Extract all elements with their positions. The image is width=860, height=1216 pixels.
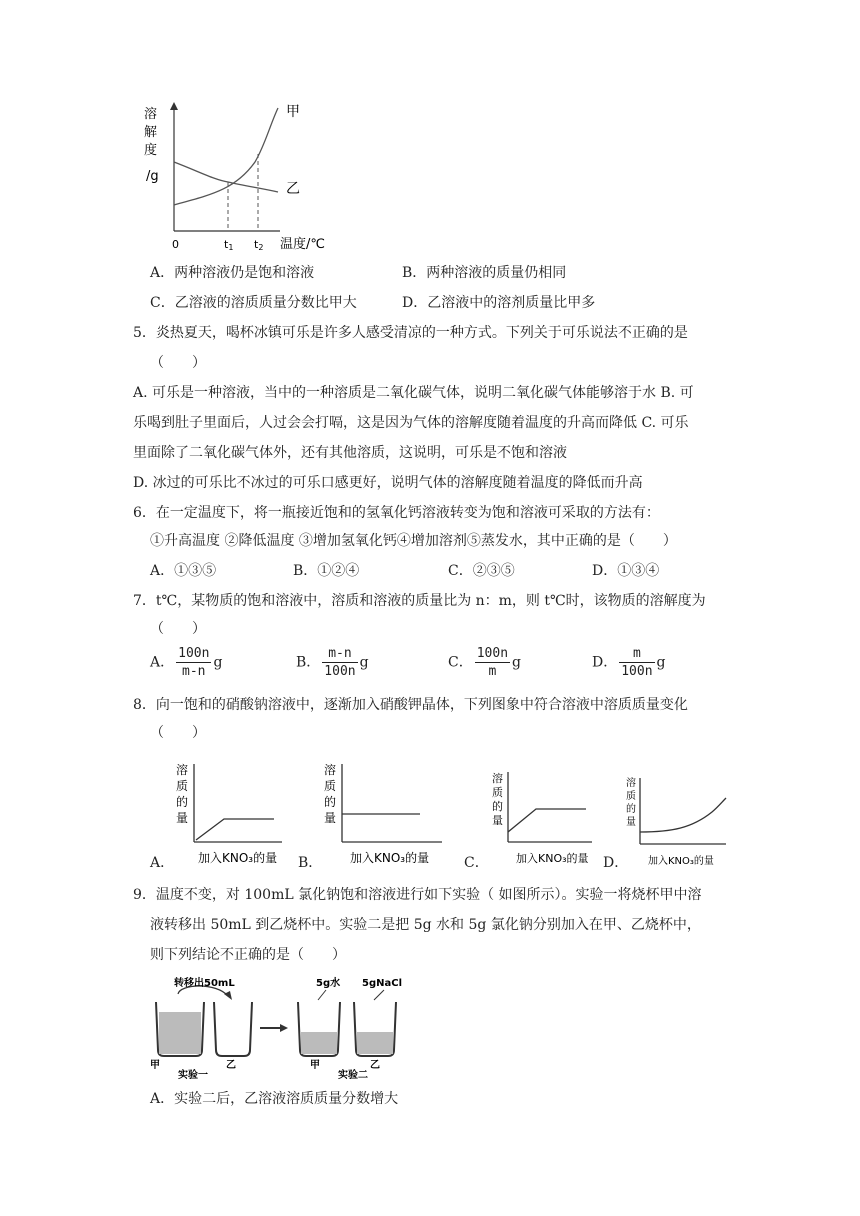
q7-c-fraction [475,645,510,680]
q8-paren: （ ） [150,725,206,741]
water-label: 5g水 [316,978,341,989]
q7-stem: 7．t℃，某物质的饱和溶液中，溶质和溶液的质量比为 n：m，则 t℃时，该物质的溶解度为 [133,593,706,609]
q5-paren: （ ） [150,355,206,371]
q7-d-label: D． [592,654,618,671]
q8-b-ylabel-2: 质 [324,779,337,793]
q8-c-curve [508,809,586,832]
q7-b-fraction [322,645,357,680]
q5-line4: D. 冰过的可乐比不冰过的可乐口感更好，说明气体的溶解度随着温度的降低而升高 [133,475,643,491]
q5-stem: 5．炎热夏天，喝杯冰镇可乐是许多人感受清凉的一种方式。下列关于可乐说法不正确的是 [133,325,688,341]
experiment-arrowhead [280,1024,288,1032]
q4-option-d: D．乙溶液中的溶剂质量比甲多 [402,295,596,311]
solution-yi-2 [357,1032,393,1054]
graph-xlabel: 温度/℃ [280,237,325,252]
nacl-label: 5gNaCl [362,978,402,989]
beaker-yi-1 [214,1002,252,1056]
q4-option-c: C．乙溶液的溶质质量分数比甲大 [150,295,357,311]
q8-c-ylabel-3: 的 [492,800,503,813]
q7-b-label: B． [296,654,321,671]
q8-a-ylabel-2: 质 [176,779,189,793]
q8-a-ylabel-4: 量 [176,811,189,825]
q8-graph-c [488,768,598,870]
q7-d-numerator: m [619,645,654,663]
q9-beaker-figure [148,972,418,1082]
nacl-pointer [374,990,384,1000]
q7-c-denominator: m [488,664,497,679]
exp1-label: 实验一 [178,1070,208,1081]
q5-line1: A. 可乐是一种溶液，当中的一种溶质是二氧化碳气体，说明二氧化碳气体能够溶于水 B. 可 [133,385,694,401]
q4-option-a: A．两种溶液仍是饱和溶液 [150,265,315,281]
q9-stem: 9．温度不变，对 100mL 氯化钠饱和溶液进行如下实验（ 如图所示）。实验一将烧杯甲中溶 [133,887,702,903]
q8-option-c: C． [464,855,489,871]
q8-b-ylabel-3: 的 [324,795,337,809]
graph-ylabel-4: /g [146,169,159,184]
graph-y-arrow [170,102,178,110]
q7-d-unit: g [656,654,666,671]
q8-c-ylabel-4: 量 [492,814,503,827]
q8-b-ylabel-1: 溶 [324,763,337,777]
graph-t2: t2 [254,238,264,252]
q8-a-xlabel: 加入KNO₃的量 [198,851,278,865]
transfer-arrowhead [224,991,232,1000]
q6-methods: ①升高温度 ②降低温度 ③增加氢氧化钙④增加溶剂⑤蒸发水，其中正确的是（ ） [150,533,677,549]
graph-ylabel-2: 解 [144,125,158,140]
q6-stem: 6．在一定温度下，将一瓶接近饱和的氢氧化钙溶液转变为饱和溶液可采取的方法有： [133,505,660,521]
q8-option-b: B． [298,855,323,871]
q8-a-ylabel-1: 溶 [176,763,189,777]
q7-b-unit: g [359,654,369,671]
q8-d-ylabel-3: 的 [626,804,636,815]
exp2-label: 实验二 [338,1070,368,1081]
q7-d-fraction [619,645,654,680]
q7-c-numerator: 100n [476,646,509,661]
q7-option-a [150,645,222,680]
q7-b-numerator: m-n [322,645,357,663]
q7-option-b [296,645,369,680]
q8-d-curve [640,798,726,832]
graph-t1: t1 [224,238,234,252]
q7-a-denominator: m-n [182,664,206,679]
q7-a-numerator: 100n [178,646,210,661]
q8-d-ylabel-2: 质 [626,791,636,802]
q9-line2: 液转移出 50mL 到乙烧杯中。实验二是把 5g 水和 5g 氯化钠分别加入在甲、乙烧杯中， [150,917,701,933]
q5-line3: 里面除了二氧化碳气体外，还有其他溶质，这说明，可乐是不饱和溶液 [133,445,567,461]
curve-yi-label: 乙 [286,181,300,197]
q7-a-fraction [176,645,211,680]
q7-a-unit: g [213,654,223,671]
beaker-yi-2-label: 乙 [370,1060,380,1071]
graph-origin: 0 [172,238,179,251]
q8-a-ylabel-3: 的 [176,795,189,809]
q5-line2: 乐喝到肚子里面后，人过会会打嗝，这是因为气体的溶解度随着温度的升高而降低 C. 可乐 [133,415,689,431]
q8-d-xlabel: 加入KNO₃的量 [648,856,714,867]
q8-graph-d [622,774,732,870]
q8-b-ylabel-4: 量 [324,811,337,825]
q8-graph-b [320,760,450,870]
q6-option-b: B．①②④ [293,563,360,579]
beaker-jia-2-label: 甲 [310,1060,320,1071]
q9-line3: 则下列结论不正确的是（ ） [150,947,346,963]
q7-b-denominator: 100n [324,664,356,679]
graph-ylabel-3: 度 [144,143,158,158]
solubility-graph [140,100,325,260]
curve-jia [174,108,278,205]
q8-option-d: D． [603,855,629,871]
beaker-yi-1-label: 乙 [226,1060,236,1071]
q8-option-a: A． [150,855,175,871]
q6-option-c: C．②③⑤ [448,563,515,579]
transfer-label: 转移出50mL [174,978,235,989]
q8-d-ylabel-1: 溶 [626,778,636,789]
curve-jia-label: 甲 [286,104,300,120]
q6-option-a: A．①③⑤ [150,563,217,579]
q8-a-curve [196,819,274,840]
q8-b-xlabel: 加入KNO₃的量 [350,851,430,865]
q7-c-unit: g [512,654,521,671]
q8-c-ylabel-1: 溶 [492,772,503,785]
q7-option-d [592,645,666,680]
q8-graph-a [172,760,290,870]
q8-d-ylabel-4: 量 [626,817,636,828]
q8-c-ylabel-2: 质 [492,786,503,799]
solution-jia-2 [301,1032,337,1054]
beaker-jia-1-label: 甲 [150,1060,160,1071]
q7-d-denominator: 100n [621,664,653,679]
q7-c-label: C． [448,654,473,671]
q4-option-b: B．两种溶液的质量仍相同 [402,265,567,281]
solution-jia-1 [159,1012,201,1054]
q8-stem: 8．向一饱和的硝酸钠溶液中，逐渐加入硝酸钾晶体，下列图象中符合溶液中溶质质量变化 [133,697,688,713]
q8-c-xlabel: 加入KNO₃的量 [516,852,589,865]
q7-paren: （ ） [150,621,206,637]
water-pointer [318,990,326,1000]
q6-option-d: D．①③④ [592,563,660,579]
q9-option-a: A．实验二后，乙溶液溶质质量分数增大 [150,1091,399,1107]
q7-option-c [448,645,521,680]
q7-a-label: A． [150,654,175,671]
graph-ylabel-1: 溶 [144,107,158,122]
